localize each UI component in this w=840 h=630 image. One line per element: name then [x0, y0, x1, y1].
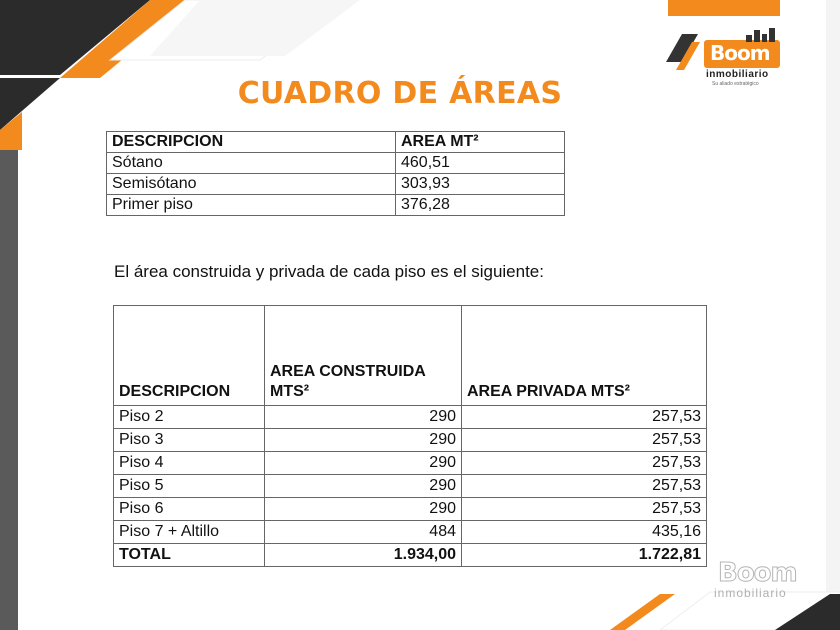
top-right-orange-bar — [668, 0, 780, 16]
header-descripcion: DESCRIPCION — [114, 306, 265, 406]
logo-brand: Boom — [710, 41, 770, 65]
table-row — [114, 521, 707, 544]
table-row — [107, 174, 565, 195]
areas-summary-table — [106, 131, 565, 216]
row-label: Piso 5 — [114, 475, 265, 498]
row-value: 460,51 — [396, 153, 565, 174]
total-construida: 1.934,00 — [265, 544, 462, 567]
row-construida: 290 — [265, 452, 462, 475]
row-value: 303,93 — [396, 174, 565, 195]
logo-sub: inmobiliario — [706, 69, 769, 80]
row-label: Piso 3 — [114, 429, 265, 452]
watermark-brand: Boom — [718, 558, 797, 588]
row-label: Primer piso — [107, 195, 396, 216]
table-row — [107, 153, 565, 174]
right-edge-bar — [826, 0, 840, 630]
table-header-row — [107, 132, 565, 153]
header-area-privada: AREA PRIVADA MTS² — [462, 306, 707, 406]
row-privada: 435,16 — [462, 521, 707, 544]
floor-areas-table — [113, 305, 707, 567]
row-construida: 290 — [265, 406, 462, 429]
total-label: TOTAL — [114, 544, 265, 567]
watermark-logo — [712, 558, 812, 604]
left-dark-bar — [0, 150, 18, 630]
row-label: Piso 2 — [114, 406, 265, 429]
row-label: Sótano — [107, 153, 396, 174]
logo-tagline: Su aliado estratégico — [712, 81, 759, 87]
header-area: AREA MT² — [396, 132, 565, 153]
header-area-construida: AREA CONSTRUIDA MTS² — [265, 306, 462, 406]
intro-text: El área construida y privada de cada piso es el siguiente: — [114, 262, 544, 281]
page-title: CUADRO DE ÁREAS — [237, 76, 563, 111]
row-privada: 257,53 — [462, 475, 707, 498]
row-privada: 257,53 — [462, 452, 707, 475]
row-label: Semisótano — [107, 174, 396, 195]
table-row — [114, 452, 707, 475]
row-privada: 257,53 — [462, 406, 707, 429]
row-value: 376,28 — [396, 195, 565, 216]
row-construida: 484 — [265, 521, 462, 544]
header-descripcion: DESCRIPCION — [107, 132, 396, 153]
row-construida: 290 — [265, 429, 462, 452]
table-row — [107, 195, 565, 216]
row-label: Piso 6 — [114, 498, 265, 521]
row-construida: 290 — [265, 475, 462, 498]
row-privada: 257,53 — [462, 498, 707, 521]
table-row — [114, 498, 707, 521]
table-row — [114, 429, 707, 452]
table-row — [114, 475, 707, 498]
top-left-stripes — [0, 0, 360, 150]
total-row — [114, 544, 707, 567]
row-construida: 290 — [265, 498, 462, 521]
row-privada: 257,53 — [462, 429, 707, 452]
total-privada: 1.722,81 — [462, 544, 707, 567]
watermark-sub: inmobiliario — [714, 586, 787, 600]
table-header-row — [114, 306, 707, 406]
row-label: Piso 4 — [114, 452, 265, 475]
table-row — [114, 406, 707, 429]
row-label: Piso 7 + Altillo — [114, 521, 265, 544]
